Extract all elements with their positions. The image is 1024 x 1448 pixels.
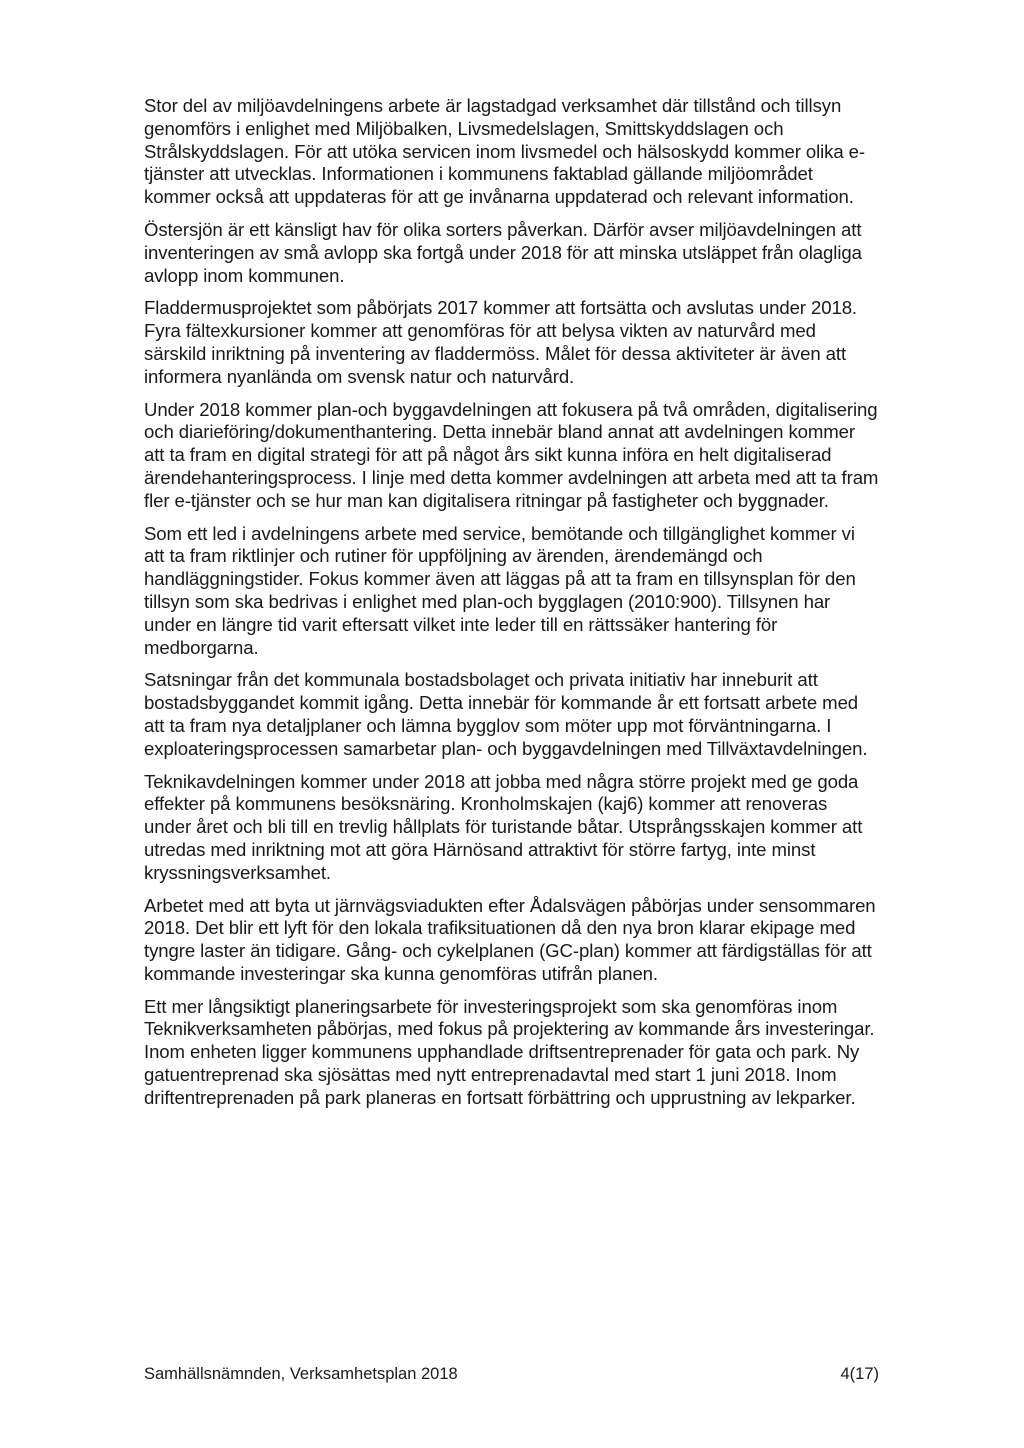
- footer-document-title: Samhällsnämnden, Verksamhetsplan 2018: [144, 1365, 458, 1383]
- paragraph-planning-building-digitalisation: Under 2018 kommer plan-och byggavdelningen att fokusera på två områden, digitalisering och diarieföring/dokumenthantering. Detta innebär bland annat att avdelningen kommer att ta fram en digital strategi för att på något års sikt kunna införa en helt digitaliserad ärendehanteringsprocess. I linje med detta kommer avdelningen att arbeta med att ta fram fler e-tjänster och se hur man kan digitalisera ritningar på fastigheter och byggnader.: [144, 398, 879, 511]
- page-footer: [144, 1364, 879, 1384]
- paragraph-technical-department-projects: Teknikavdelningen kommer under 2018 att jobba med några större projekt med ge goda effekter på kommunens besöksnäring. Kronholmskajen (kaj6) kommer att renoveras under året och bli till en trevlig hållplats för turistande båtar. Utsprångsskajen kommer att utredas med inriktning mot att göra Härnösand attraktivt för större fartyg, inte minst kryssningsverksamhet.: [144, 770, 863, 883]
- paragraph-housing-construction: Satsningar från det kommunala bostadsbolaget och privata initiativ har inneburit att bostadsbyggandet kommit igång. Detta innebär för kommande år ett fortsatt arbete med att ta fram nya detaljplaner och lämna bygglov som möter upp mot förväntningarna. I exploateringsprocessen samarbetar plan- och byggavdelningen med Tillväxtavdelningen.: [144, 669, 868, 759]
- paragraph-environment-department: Stor del av miljöavdelningens arbete är lagstadgad verksamhet där tillstånd och tillsyn genomförs i enlighet med Miljöbalken, Livsmedelslagen, Smittskyddslagen och Strålskyddslagen. För att utöka servicen inom livsmedel och hälsoskydd kommer olika e-tjänster att utvecklas. Informationen i kommunens faktablad gällande miljöområdet kommer också att uppdateras för att ge invånarna uppdaterad och relevant information.: [144, 95, 865, 208]
- paragraph-railway-viaduct: Arbetet med att byta ut järnvägsviadukten efter Ådalsvägen påbörjas under sensommaren 2018. Det blir ett lyft för den lokala trafiksituationen då den nya bron klarar ekipage med tyngre laster än tidigare. Gång- och cykelplanen (GC-plan) kommer att färdigställas för att kommande investeringar ska kunna genomföras utifrån planen.: [144, 894, 876, 984]
- paragraph-bat-project: Fladdermusprojektet som påbörjats 2017 kommer att fortsätta och avslutas under 2018. Fyra fältexkursioner kommer att genomföras för att belysa vikten av naturvård med särskild inriktning på inventering av fladdermöss. Målet för dessa aktiviteter är även att informera nyanlända om svensk natur och naturvård.: [144, 297, 857, 387]
- paragraph-investment-planning: Ett mer långsiktigt planeringsarbete för investeringsprojekt som ska genomföras inom Teknikverksamheten påbörjas, med fokus på projektering av kommande års investeringar. Inom enheten ligger kommunens upphandlade driftsentreprenader för gata och park. Ny gatuentreprenad ska sjösättas med nytt entreprenadavtal med start 1 juni 2018. Inom driftentreprenaden på park planeras en fortsatt förbättring och upprustning av lekparker.: [144, 995, 875, 1108]
- document-body: [144, 95, 879, 1120]
- footer-page-number: 4(17): [840, 1365, 879, 1383]
- paragraph-baltic-sea: Östersjön är ett känsligt hav för olika sorters påverkan. Därför avser miljöavdelningen att inventeringen av små avlopp ska fortgå under 2018 för att minska utsläppet från olagliga avlopp inom kommunen.: [144, 218, 862, 286]
- paragraph-service-guidelines: Som ett led i avdelningens arbete med service, bemötande och tillgänglighet kommer vi att ta fram riktlinjer och rutiner för uppföljning av ärenden, ärendemängd och handläggningstider. Fokus kommer även att läggas på att ta fram en tillsynsplan för den tillsyn som ska bedrivas i enlighet med plan-och bygglagen (2010:900). Tillsynen har under en längre tid varit eftersatt vilket inte leder till en rättssäker hantering för medborgarna.: [144, 522, 856, 658]
